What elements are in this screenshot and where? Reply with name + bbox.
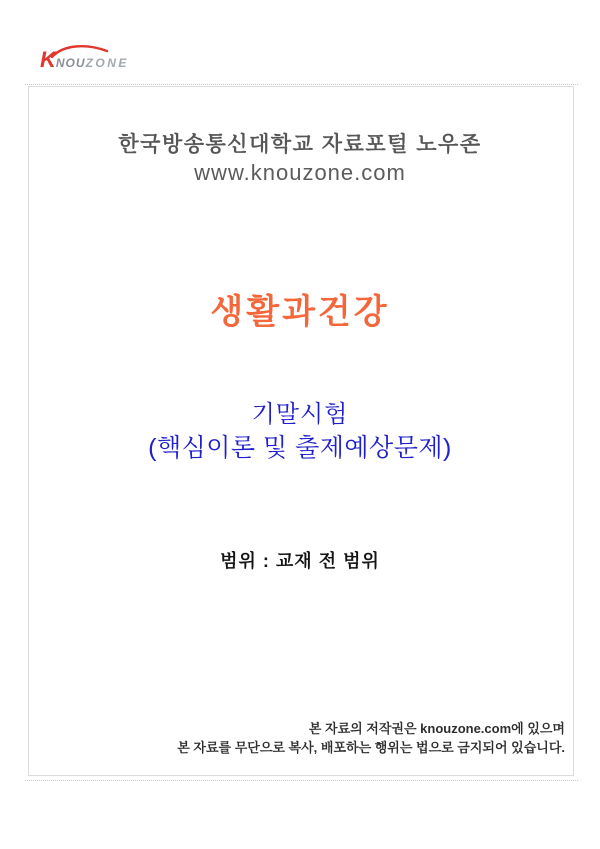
copyright-line-2: 본 자료를 무단으로 복사, 배포하는 행위는 법으로 금지되어 있습니다. xyxy=(177,740,565,755)
exam-type-text: 기말시험 xyxy=(251,401,349,428)
header-divider xyxy=(25,84,578,85)
course-title: 생활과건강 xyxy=(210,293,390,331)
portal-url-text: www.knouzone.com xyxy=(194,160,406,185)
copyright-notice xyxy=(177,719,565,757)
copyright-line-1: 본 자료의 저작권은 knouzone.com에 있으며 xyxy=(308,721,565,736)
logo-text-zone: ZONE xyxy=(85,56,129,70)
exam-detail-text: (핵심이론 및 출제예상문제) xyxy=(148,434,452,462)
logo-letter-k: K xyxy=(40,47,56,72)
footer-divider xyxy=(25,780,578,781)
portal-title-text: 한국방송통신대학교 자료포털 노우존 xyxy=(118,133,482,156)
scope-text: 범위 : 교재 전 범위 xyxy=(220,551,380,571)
knouzone-logo xyxy=(40,47,129,71)
logo-text-nou: NOU xyxy=(55,56,86,70)
